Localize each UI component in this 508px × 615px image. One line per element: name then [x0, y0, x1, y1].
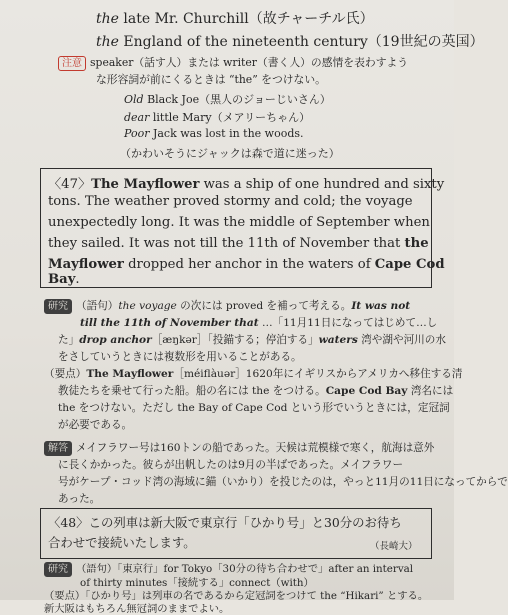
- example-old-black-joe: [124, 91, 331, 107]
- study-47-line-4: をさしていうときには複数形を用いることがある。: [58, 351, 302, 363]
- exercise-48-line-1: [48, 513, 402, 531]
- study-tag: 研究: [44, 562, 72, 577]
- body-text: .: [75, 272, 80, 287]
- term: till the 11th of November that: [80, 317, 259, 329]
- body-text: この列車は新大阪で東京行「ひかり号」と30分のお待ち: [88, 515, 402, 530]
- body-text: dropped her anchor in the waters of: [123, 257, 375, 272]
- article-the: the: [96, 11, 119, 27]
- study-47-line-2: [80, 315, 437, 330]
- body-text: was a ship of one hundred and sixty: [199, 177, 445, 192]
- text: 教徒たちを乗せて行った船。船の名には the をつける。: [58, 385, 326, 397]
- exercise-48-source: （長崎大）: [370, 541, 418, 552]
- exercise-47-line-3: unexpectedly long. It was the middle of September when: [48, 215, 430, 230]
- exercise-47-line-6: [48, 272, 80, 287]
- note-line-1: [58, 55, 408, 71]
- study-47-line-8: が必要である。: [58, 419, 133, 431]
- exercise-number: 〈48〉: [48, 515, 89, 530]
- example-line-england: [96, 31, 484, 51]
- text: 湾や湖や河川の水: [357, 334, 446, 346]
- exercise-47-line-1: [48, 173, 444, 192]
- article-the: the: [96, 34, 119, 50]
- label: （語句）: [76, 300, 119, 312]
- bold-term: Bay: [48, 272, 76, 287]
- bold-term: the: [404, 236, 429, 251]
- answer-text: メイフラワー号は160トンの船であった。天候は荒模様で寒く，航海は意外: [76, 442, 435, 454]
- answer-47-line-2: に長くかかった。彼らが出帆したのは9月の半ばであった。メイフラワー: [58, 459, 404, 471]
- bold-term: Mayflower: [48, 257, 124, 272]
- adjective: Poor: [124, 127, 150, 140]
- study-tag: 研究: [44, 299, 72, 314]
- exercise-47-line-5: [48, 257, 445, 272]
- answer-tag: 解答: [44, 441, 72, 456]
- example-poor-jack-translation: [120, 145, 340, 161]
- answer-47-line-4: あった。: [58, 493, 101, 505]
- term: It was not: [351, 300, 411, 312]
- label: （要点）: [44, 368, 87, 380]
- term: Cape Cod Bay: [325, 385, 408, 397]
- study-48-line-2: of thirty minutes「接続する」connect（with）: [80, 577, 314, 589]
- text: ［méiflàuər］1620年にイギリスからアメリカへ移住する清: [173, 368, 463, 380]
- note-line-2: な形容詞が前にくるときは “the” をつけない。: [96, 73, 326, 86]
- text: ［æŋkər］「投錨する；停泊する」: [151, 334, 319, 346]
- body-text: they sailed. It was not till the 11th of November that: [48, 236, 405, 251]
- study-48-line-3: （要点）「ひかり号」は列車の名であるから定冠詞をつけて the “Hikari” とする。: [44, 590, 429, 602]
- study-47-line-5: [44, 366, 462, 381]
- exercise-47-line-2: tons. The weather proved stormy and cold; the voyage: [48, 194, 413, 209]
- text: の次には proved を補って考える。: [176, 300, 352, 312]
- exercise-number: 〈47〉: [48, 177, 92, 192]
- term: The Mayflower: [86, 368, 174, 380]
- text: …「11月11日になってはじめて…し: [258, 317, 438, 329]
- term: the voyage: [118, 300, 177, 312]
- example-dear-mary: [124, 109, 310, 125]
- note-text: speaker（話す人）または writer（書く人）の感情を表わすよう: [90, 56, 409, 69]
- term: waters: [318, 334, 358, 346]
- study-47-line-7: the をつけない。ただし the Bay of Cape Cod という形でいうときには，定冠詞: [58, 402, 450, 414]
- example-rest: little Mary（メアリーちゃん）: [149, 111, 311, 124]
- example-rest: Jack was lost in the woods.: [149, 127, 304, 140]
- example-poor-jack: [124, 127, 304, 140]
- answer-47-line-3: 号がケープ・コッド湾の海域に錨（いかり）を投じたのは，やっと11月の11日になってからで: [58, 476, 508, 488]
- bold-term: The Mayflower: [91, 177, 200, 192]
- text: 湾名には: [407, 385, 454, 397]
- example-line-churchill: [96, 8, 374, 28]
- bold-term: Cape Cod: [374, 257, 445, 272]
- adjective: dear: [124, 111, 150, 124]
- note-tag: 注意: [58, 56, 86, 71]
- term: drop anchor: [79, 334, 152, 346]
- text: （語句）「東京行」for Tokyo「30分の待ち合わせで」after an interval: [76, 563, 414, 575]
- example-text: late Mr. Churchill（故チャーチル氏）: [118, 11, 374, 27]
- text: た」: [58, 334, 80, 346]
- answer-47-line-1: [44, 440, 434, 456]
- study-47-line-1: [44, 298, 410, 314]
- example-rest: （かわいそうにジャックは森で道に迷った）: [120, 147, 340, 160]
- study-48-line-4: 新大阪はもちろん無冠詞のままでよい。: [44, 603, 230, 615]
- exercise-48-line-2: 合わせで接続いたします。: [48, 535, 196, 550]
- adjective: Old: [124, 93, 144, 106]
- study-47-line-6: [58, 383, 453, 398]
- example-text: England of the nineteenth century（19世紀の英国）: [118, 34, 484, 50]
- exercise-47-line-4: [48, 236, 429, 251]
- study-47-line-3: [58, 332, 446, 347]
- example-rest: Black Joe（黒人のジョーじいさん）: [143, 93, 331, 106]
